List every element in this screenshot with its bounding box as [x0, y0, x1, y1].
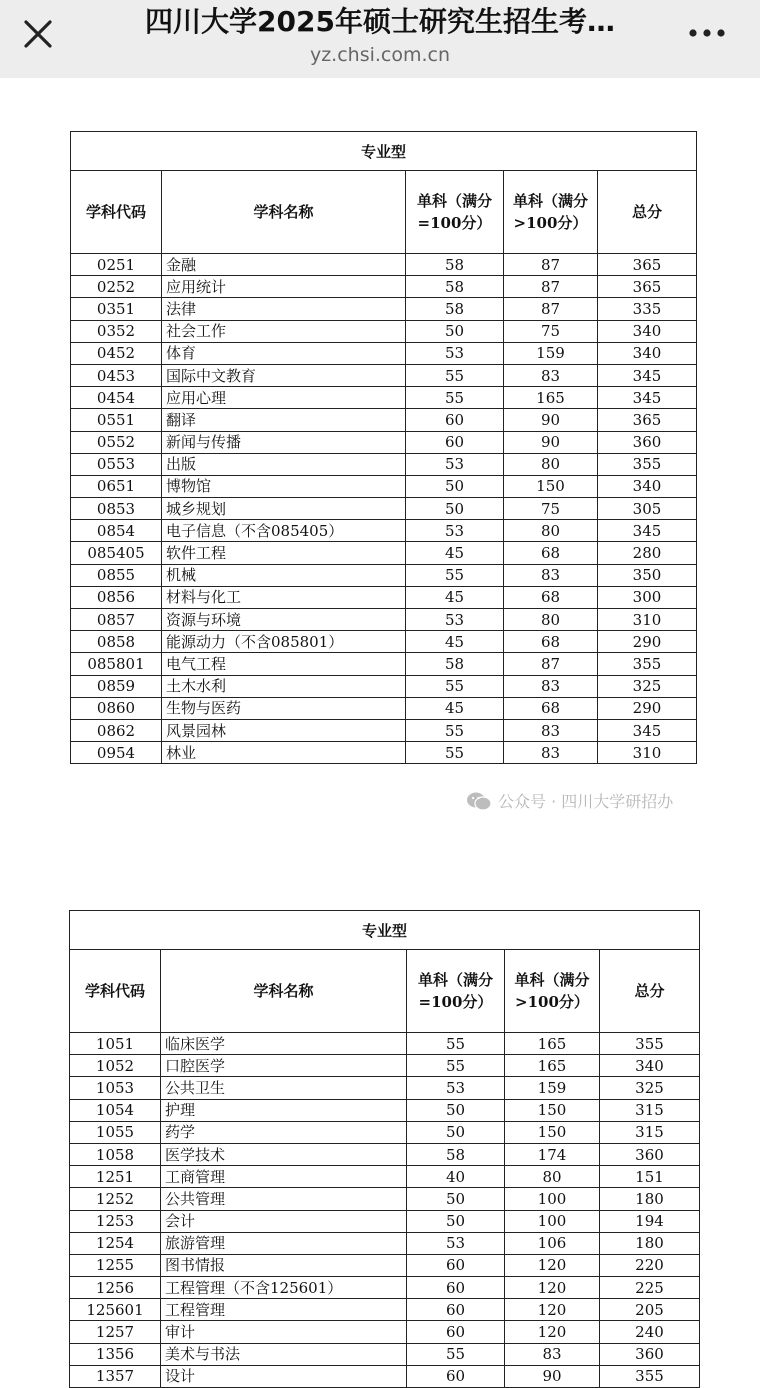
table-row [70, 1343, 700, 1365]
cell-single-over-100: 150 [505, 1099, 600, 1121]
cell-name: 城乡规划 [162, 498, 406, 520]
cell-single-100: 53 [406, 520, 504, 542]
more-dots-icon [684, 16, 730, 50]
cell-single-100: 55 [407, 1033, 505, 1055]
table-row [71, 609, 697, 631]
cell-name: 护理 [161, 1099, 407, 1121]
cell-total: 345 [598, 719, 697, 741]
cell-single-100: 53 [407, 1077, 505, 1099]
cell-code: 0453 [71, 364, 162, 386]
score-table-1 [70, 131, 697, 764]
cell-single-100: 60 [407, 1254, 505, 1276]
cell-code: 0452 [71, 342, 162, 364]
cell-total: 345 [598, 364, 697, 386]
table-row [70, 1143, 700, 1165]
table-caption: 专业型 [71, 132, 697, 171]
cell-code: 125601 [70, 1299, 161, 1321]
table-row [71, 564, 697, 586]
cell-single-100: 60 [407, 1277, 505, 1299]
cell-code: 0954 [71, 742, 162, 764]
cell-name: 出版 [162, 453, 406, 475]
cell-single-100: 60 [407, 1299, 505, 1321]
cell-single-over-100: 75 [504, 498, 598, 520]
cell-single-100: 60 [406, 409, 504, 431]
cell-single-over-100: 100 [505, 1210, 600, 1232]
cell-code: 0860 [71, 697, 162, 719]
cell-single-100: 55 [407, 1055, 505, 1077]
cell-name: 林业 [162, 742, 406, 764]
cell-code: 1254 [70, 1232, 161, 1254]
cell-code: 1055 [70, 1121, 161, 1143]
cell-single-over-100: 83 [504, 564, 598, 586]
cell-single-over-100: 87 [504, 298, 598, 320]
cell-total: 350 [598, 564, 697, 586]
cell-single-100: 53 [406, 453, 504, 475]
cell-code: 0853 [71, 498, 162, 520]
table-row [71, 387, 697, 409]
cell-single-100: 58 [406, 653, 504, 675]
header-single-100: 单科（满分=100分） [406, 171, 504, 254]
table-row [71, 298, 697, 320]
cell-total: 355 [600, 1365, 700, 1387]
cell-total: 240 [600, 1321, 700, 1343]
cell-single-100: 50 [406, 498, 504, 520]
cell-total: 345 [598, 520, 697, 542]
cell-single-over-100: 165 [505, 1055, 600, 1077]
cell-name: 公共管理 [161, 1188, 407, 1210]
cell-code: 1253 [70, 1210, 161, 1232]
header-total: 总分 [598, 171, 697, 254]
table-row [70, 1166, 700, 1188]
cell-name: 应用统计 [162, 276, 406, 298]
cell-code: 1052 [70, 1055, 161, 1077]
cell-single-over-100: 120 [505, 1254, 600, 1276]
cell-single-over-100: 159 [504, 342, 598, 364]
table-row [70, 1277, 700, 1299]
cell-name: 体育 [162, 342, 406, 364]
score-table-2 [69, 910, 700, 1388]
cell-total: 335 [598, 298, 697, 320]
table-row [70, 1254, 700, 1276]
cell-name: 图书情报 [161, 1254, 407, 1276]
page-url: yz.chsi.com.cn [309, 44, 451, 66]
close-button[interactable] [18, 14, 58, 54]
cell-total: 205 [600, 1299, 700, 1321]
cell-name: 设计 [161, 1365, 407, 1387]
cell-single-over-100: 159 [505, 1077, 600, 1099]
table-row [70, 1232, 700, 1254]
cell-total: 280 [598, 542, 697, 564]
cell-single-over-100: 90 [504, 409, 598, 431]
cell-name: 国际中文教育 [162, 364, 406, 386]
cell-single-100: 58 [407, 1143, 505, 1165]
cell-single-over-100: 165 [505, 1033, 600, 1055]
table-row [71, 364, 697, 386]
cell-code: 1255 [70, 1254, 161, 1276]
cell-total: 305 [598, 498, 697, 520]
cell-name: 新闻与传播 [162, 431, 406, 453]
table-row [71, 498, 697, 520]
cell-name: 审计 [161, 1321, 407, 1343]
cell-code: 0856 [71, 586, 162, 608]
cell-name: 电子信息（不含085405） [162, 520, 406, 542]
cell-single-100: 55 [406, 564, 504, 586]
cell-single-over-100: 80 [504, 453, 598, 475]
cell-total: 360 [600, 1343, 700, 1365]
header-total: 总分 [600, 950, 700, 1033]
cell-single-over-100: 87 [504, 276, 598, 298]
cell-single-over-100: 165 [504, 387, 598, 409]
cell-code: 0862 [71, 719, 162, 741]
header-name: 学科名称 [161, 950, 407, 1033]
cell-single-100: 40 [407, 1166, 505, 1188]
cell-total: 225 [600, 1277, 700, 1299]
cell-code: 085801 [71, 653, 162, 675]
cell-name: 资源与环境 [162, 609, 406, 631]
cell-name: 能源动力（不含085801） [162, 631, 406, 653]
cell-single-over-100: 80 [504, 520, 598, 542]
table-row [71, 631, 697, 653]
cell-total: 180 [600, 1232, 700, 1254]
table-row [70, 1033, 700, 1055]
watermark-text: 公众号 · 四川大学研招办 [498, 792, 674, 811]
cell-single-over-100: 83 [505, 1343, 600, 1365]
cell-total: 180 [600, 1188, 700, 1210]
cell-total: 290 [598, 631, 697, 653]
table-row [70, 1121, 700, 1143]
cell-name: 生物与医药 [162, 697, 406, 719]
cell-single-over-100: 68 [504, 586, 598, 608]
table-row [71, 475, 697, 497]
cell-total: 194 [600, 1210, 700, 1232]
cell-single-over-100: 68 [504, 631, 598, 653]
cell-single-100: 53 [407, 1232, 505, 1254]
cell-single-over-100: 83 [504, 719, 598, 741]
cell-single-100: 55 [407, 1343, 505, 1365]
cell-code: 0855 [71, 564, 162, 586]
cell-name: 社会工作 [162, 320, 406, 342]
top-bar [0, 0, 760, 78]
cell-single-over-100: 174 [505, 1143, 600, 1165]
cell-single-over-100: 83 [504, 675, 598, 697]
cell-total: 360 [598, 431, 697, 453]
cell-name: 材料与化工 [162, 586, 406, 608]
cell-single-100: 45 [406, 631, 504, 653]
cell-total: 365 [598, 409, 697, 431]
cell-code: 1054 [70, 1099, 161, 1121]
cell-code: 0651 [71, 475, 162, 497]
cell-name: 旅游管理 [161, 1232, 407, 1254]
cell-single-over-100: 68 [504, 542, 598, 564]
cell-total: 365 [598, 254, 697, 276]
cell-single-over-100: 87 [504, 653, 598, 675]
cell-code: 0352 [71, 320, 162, 342]
cell-single-100: 60 [406, 431, 504, 453]
header-single-over-100: 单科（满分>100分） [504, 171, 598, 254]
watermark [466, 789, 673, 812]
cell-total: 355 [600, 1033, 700, 1055]
cell-single-100: 55 [406, 364, 504, 386]
cell-single-over-100: 100 [505, 1188, 600, 1210]
cell-name: 机械 [162, 564, 406, 586]
table-row [70, 1299, 700, 1321]
cell-name: 会计 [161, 1210, 407, 1232]
close-icon [18, 14, 58, 54]
cell-single-100: 50 [407, 1121, 505, 1143]
cell-single-100: 58 [406, 298, 504, 320]
table-row [71, 719, 697, 741]
more-menu-button[interactable] [684, 16, 730, 50]
cell-total: 340 [600, 1055, 700, 1077]
cell-name: 电气工程 [162, 653, 406, 675]
cell-code: 0854 [71, 520, 162, 542]
cell-single-100: 53 [406, 342, 504, 364]
cell-total: 355 [598, 653, 697, 675]
cell-single-100: 55 [406, 719, 504, 741]
header-name: 学科名称 [162, 171, 406, 254]
cell-total: 340 [598, 320, 697, 342]
cell-code: 0252 [71, 276, 162, 298]
table-row [71, 520, 697, 542]
cell-total: 325 [600, 1077, 700, 1099]
cell-code: 1053 [70, 1077, 161, 1099]
cell-single-100: 45 [406, 542, 504, 564]
cell-name: 金融 [162, 254, 406, 276]
table-row [70, 1099, 700, 1121]
cell-name: 药学 [161, 1121, 407, 1143]
table-row [70, 1321, 700, 1343]
cell-name: 临床医学 [161, 1033, 407, 1055]
cell-code: 0859 [71, 675, 162, 697]
cell-code: 0553 [71, 453, 162, 475]
cell-code: 1257 [70, 1321, 161, 1343]
cell-single-100: 58 [406, 276, 504, 298]
page-title: 四川大学2025年硕士研究生招生考… [145, 5, 615, 38]
table-row [71, 254, 697, 276]
cell-name: 应用心理 [162, 387, 406, 409]
cell-single-100: 45 [406, 697, 504, 719]
table-row [71, 342, 697, 364]
table-row [71, 697, 697, 719]
cell-code: 0351 [71, 298, 162, 320]
cell-name: 风景园林 [162, 719, 406, 741]
header-single-100: 单科（满分=100分） [407, 950, 505, 1033]
cell-single-100: 50 [406, 320, 504, 342]
cell-single-100: 55 [406, 387, 504, 409]
cell-single-over-100: 120 [505, 1299, 600, 1321]
cell-code: 0552 [71, 431, 162, 453]
cell-total: 365 [598, 276, 697, 298]
cell-single-over-100: 80 [504, 609, 598, 631]
cell-code: 0857 [71, 609, 162, 631]
cell-single-over-100: 68 [504, 697, 598, 719]
cell-name: 法律 [162, 298, 406, 320]
header-single-over-100: 单科（满分>100分） [505, 950, 600, 1033]
cell-single-100: 55 [406, 675, 504, 697]
cell-total: 355 [598, 453, 697, 475]
cell-total: 340 [598, 342, 697, 364]
cell-total: 220 [600, 1254, 700, 1276]
cell-code: 1051 [70, 1033, 161, 1055]
cell-single-over-100: 90 [504, 431, 598, 453]
header-code: 学科代码 [70, 950, 161, 1033]
table-row [70, 1055, 700, 1077]
cell-total: 290 [598, 697, 697, 719]
cell-name: 美术与书法 [161, 1343, 407, 1365]
cell-name: 公共卫生 [161, 1077, 407, 1099]
cell-single-100: 60 [407, 1321, 505, 1343]
cell-single-100: 55 [406, 742, 504, 764]
cell-total: 315 [600, 1099, 700, 1121]
table-row [71, 431, 697, 453]
cell-code: 1058 [70, 1143, 161, 1165]
cell-name: 博物馆 [162, 475, 406, 497]
cell-single-over-100: 87 [504, 254, 598, 276]
table-caption: 专业型 [70, 911, 700, 950]
cell-single-over-100: 150 [504, 475, 598, 497]
cell-single-over-100: 83 [504, 364, 598, 386]
cell-single-100: 50 [407, 1210, 505, 1232]
table-row [71, 320, 697, 342]
cell-name: 翻译 [162, 409, 406, 431]
cell-single-over-100: 150 [505, 1121, 600, 1143]
table-row [70, 1188, 700, 1210]
table-row [70, 1077, 700, 1099]
table-row [71, 276, 697, 298]
cell-single-100: 60 [407, 1365, 505, 1387]
cell-single-over-100: 90 [505, 1365, 600, 1387]
cell-single-over-100: 120 [505, 1321, 600, 1343]
table-row [70, 1210, 700, 1232]
cell-total: 310 [598, 742, 697, 764]
cell-single-over-100: 83 [504, 742, 598, 764]
table-row [71, 409, 697, 431]
cell-single-100: 50 [407, 1099, 505, 1121]
cell-code: 0858 [71, 631, 162, 653]
cell-name: 工程管理 [161, 1299, 407, 1321]
cell-single-100: 53 [406, 609, 504, 631]
table-row [71, 653, 697, 675]
cell-single-100: 45 [406, 586, 504, 608]
cell-single-over-100: 120 [505, 1277, 600, 1299]
table-row [70, 1365, 700, 1387]
cell-code: 1252 [70, 1188, 161, 1210]
cell-total: 315 [600, 1121, 700, 1143]
header-code: 学科代码 [71, 171, 162, 254]
table-row [71, 453, 697, 475]
table-row [71, 542, 697, 564]
cell-code: 1356 [70, 1343, 161, 1365]
cell-code: 0454 [71, 387, 162, 409]
cell-name: 土木水利 [162, 675, 406, 697]
cell-code: 1357 [70, 1365, 161, 1387]
wechat-icon [466, 791, 492, 811]
cell-single-over-100: 106 [505, 1232, 600, 1254]
cell-total: 300 [598, 586, 697, 608]
table-row [71, 586, 697, 608]
cell-total: 310 [598, 609, 697, 631]
cell-single-over-100: 75 [504, 320, 598, 342]
cell-code: 0251 [71, 254, 162, 276]
cell-name: 工商管理 [161, 1166, 407, 1188]
cell-total: 151 [600, 1166, 700, 1188]
cell-name: 医学技术 [161, 1143, 407, 1165]
cell-single-100: 50 [406, 475, 504, 497]
cell-single-100: 58 [406, 254, 504, 276]
cell-total: 360 [600, 1143, 700, 1165]
cell-name: 工程管理（不含125601） [161, 1277, 407, 1299]
cell-single-over-100: 80 [505, 1166, 600, 1188]
table-row [71, 675, 697, 697]
cell-name: 软件工程 [162, 542, 406, 564]
cell-code: 1251 [70, 1166, 161, 1188]
cell-code: 1256 [70, 1277, 161, 1299]
cell-code: 085405 [71, 542, 162, 564]
cell-total: 345 [598, 387, 697, 409]
cell-code: 0551 [71, 409, 162, 431]
cell-name: 口腔医学 [161, 1055, 407, 1077]
table-row [71, 742, 697, 764]
cell-total: 325 [598, 675, 697, 697]
cell-total: 340 [598, 475, 697, 497]
cell-single-100: 50 [407, 1188, 505, 1210]
